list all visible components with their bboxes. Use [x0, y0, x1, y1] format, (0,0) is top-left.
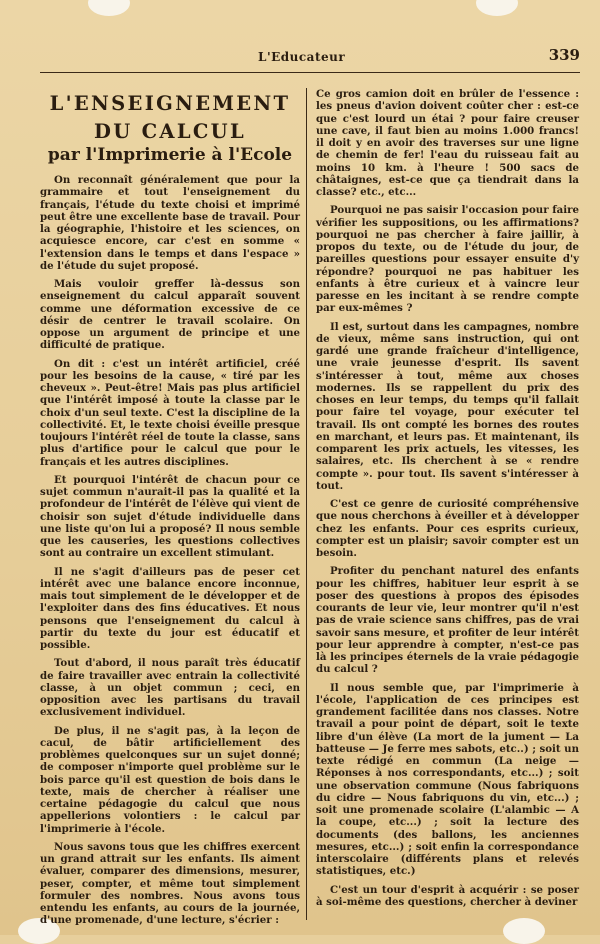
article-title-line2: DU CALCUL	[93, 120, 246, 143]
paragraph: C'est ce genre de curiosité compréhensive que nous cherchons à éveiller et à développer chez les enfants. Pour ces esprits curieux, compter est un plaisir; savoir compter est un besoin.	[316, 498, 579, 559]
paragraph: Nous savons tous que les chiffres exercent un grand attrait sur les enfants. Ils aiment évaluer, comparer des dimensions, mesurer, peser, compter, et même tout simplement formuler des nombres. Nous avons tous entendu les enfants, au cours de la journée, d'une promenade, d'une lecture, s'écrier :	[40, 840, 300, 927]
journal-title: L'Educateur	[258, 50, 346, 64]
paragraph: C'est un tour d'esprit à acquérir : se poser à soi-même des questions, chercher à deviner	[316, 883, 579, 908]
right-column	[316, 88, 579, 914]
paragraph: Profiter du penchant naturel des enfants pour les chiffres, habituer leur esprit à se poser des questions à propos des épisodes courants de leur vie, leur montrer qu'il n'est pas de vraie science sans chiffres, pas de vrai savoir sans mesure, et profiter de leur intérêt pour leur apprendre à compter, n'est-ce pas là les principes éternels de la vraie pédagogie du calcul ?	[316, 565, 579, 676]
paragraph: Ce gros camion doit en brûler de l'essence : les pneus d'avion doivent coûter cher : est-ce que c'est lourd un étai ? pour faire creuser une cave, il faut bien au moins 1.000 francs! il doit y en avoir des traverses sur une ligne de chemin de fer! l'eau du ruisseau fait au moins 10 km. à l'heure ! 500 sacs de châtaignes, est-ce que ça tiendrait dans la classe? etc., etc...	[316, 88, 579, 198]
paragraph: Pourquoi ne pas saisir l'occasion pour faire vérifier les suppositions, ou les affirmations? pourquoi ne pas chercher à faire jaillir, à propos du texte, ou de l'étude du jour, de pareilles questions pour essayer ensuite d'y répondre? pourquoi ne pas habituer les enfants à être curieux et à vaincre leur paresse en les incitant à se rendre compte par eux-mêmes ?	[316, 204, 579, 315]
paragraph: Tout d'abord, il nous paraît très éducatif de faire travailler avec entrain la collectivité classe, à un objet commun ; ceci, en opposition avec les partisans du travail exclusivement individuel.	[40, 657, 300, 719]
punch-hole	[503, 918, 545, 944]
paragraph: De plus, il ne s'agit pas, à la leçon de cacul, de bâtir artificiellement des problèmes quelconques sur un sujet donné; de composer n'importe quel problème sur le bois parce qu'il est question de bois dans le texte, mais de chercher à réaliser une certaine pédagogie du calcul que nous appellerions volontiers : le calcul par l'imprimerie à l'école.	[40, 724, 300, 835]
paragraph: On reconnaît généralement que pour la grammaire et tout l'enseignement du français, l'étude du texte choisi et imprimé peut être une excellente base de travail. Pour la géographie, l'histoire et les sciences, on acquiesce encore, car c'est en somme « l'extension dans le temps et dans l'espace » de l'étude du sujet proposé.	[40, 174, 300, 272]
left-column	[40, 88, 300, 933]
column-divider	[306, 88, 307, 920]
paragraph: Il nous semble que, par l'imprimerie à l'école, l'application de ces principes est grandement facilitée dans nos classes. Notre travail a pour point de départ, soit le texte libre d'un élève (La mort de la jument — La batteuse — Je ferre mes sabots, etc..) ; soit un texte rédigé en commun (La neige — Réponses à nos correspondants, etc...) ; soit une observation commune (Nous fabriquons du cidre — Nous fabriquons du vin, etc...) ; soit une promenade scolaire (L'alambic — A la coupe, etc...) ; soit la lecture des documents (des ballons, les anciennes mesures, etc...) ; soit enfin la correspondance interscolaire (différents plans et relevés statistiques, etc.)	[316, 681, 579, 878]
paragraph: Il ne s'agit d'ailleurs pas de peser cet intérêt avec une balance encore inconnue, mais tout simplement de le développer et de l'exploiter dans des fins éducatives. Et nous pensons que l'enseignement du calcul à partir du texte du jour est éducatif et possible.	[40, 565, 300, 651]
article-title-line1: L'ENSEIGNEMENT	[49, 92, 291, 115]
article-subtitle: par l'Imprimerie à l'Ecole	[47, 145, 293, 165]
paragraph: Il est, surtout dans les campagnes, nombre de vieux, même sans instruction, qui ont gardé une grande fraîcheur d'intelligence, une vraie jeunesse d'esprit. Ils savent s'intéresser à tout, même aux choses modernes. Ils se rappellent du prix des choses en leur temps, du temps qu'il fallait pour faire tel voyage, pour exécuter tel travail. Ils ont compté les bornes des routes en marchant, et leurs pas. Et maintenant, ils comparent les prix actuels, les vitesses, les salaires, etc. Ils cherchent à se « rendre compte ». pour tout. Ils savent s'intéresser à tout.	[316, 320, 579, 492]
punch-hole	[88, 0, 130, 16]
page-number: 339	[548, 46, 580, 64]
paragraph: Et pourquoi l'intérêt de chacun pour ce sujet commun n'aurait-il pas la qualité et la profondeur de l'intérêt de l'élève qui vient de choisir son sujet d'étude individuelle dans une liste qu'on lui a proposé? Il nous semble que les causeries, les questions collectives sont au contraire un excellent stimulant.	[40, 473, 300, 560]
paragraph: On dit : c'est un intérêt artificiel, créé pour les besoins de la cause, « tiré par les cheveux ». Peut-être! Mais pas plus artificiel que l'intérêt imposé à toute la classe par le choix d'un seul texte. C'est la discipline de la collectivité. Et, le texte choisi éveille presque toujours l'intérêt réel de toute la classe, sans plus d'artifice pour le calcul que pour le français et les autres disciplines.	[40, 357, 300, 468]
paragraph: Mais vouloir greffer là-dessus son enseignement du calcul apparaît souvent comme une déformation excessive de ce désir de centrer le travail scolaire. On oppose un argument de principe et une difficulté de pratique.	[40, 278, 300, 352]
page-header	[40, 46, 580, 73]
punch-hole	[476, 0, 518, 16]
